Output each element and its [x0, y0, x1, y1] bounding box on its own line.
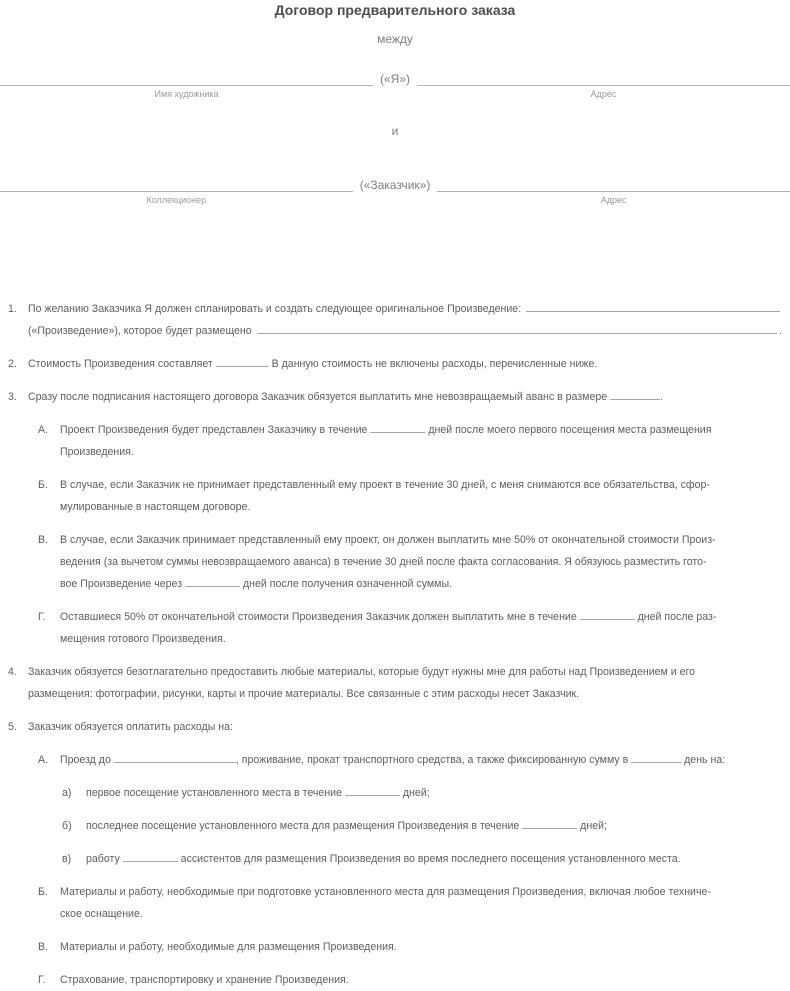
fill-in-blank — [345, 782, 400, 796]
clause-5a — [38, 749, 782, 771]
fill-in-blank — [123, 848, 178, 862]
signature-line — [0, 85, 373, 86]
between-label: между — [377, 32, 413, 46]
clause-5b — [38, 881, 782, 925]
fill-in-blank — [257, 320, 777, 334]
clause-5 — [8, 716, 782, 738]
clause-text: В случае, если Заказчик не принимает представленный ему проект в течение 30 дней, с меня снимаются все обязательства, сфор- — [60, 479, 710, 491]
clause-text: Оставшиеся 50% от окончательной стоимости Произведения Заказчик должен выплатить мне в течение — [60, 611, 580, 623]
clause-text: дней после получения означенной суммы. — [240, 578, 453, 590]
clause-5a-b-marker: б) — [62, 820, 72, 832]
clause-1 — [8, 298, 782, 342]
fill-in-blank — [185, 573, 240, 587]
clause-text: работу — [86, 853, 123, 865]
party1-label: («Я») — [380, 72, 411, 86]
clause-3v — [38, 529, 782, 595]
clause-3g-content — [60, 606, 782, 650]
clause-5g — [38, 969, 782, 991]
clause-2-marker: 2. — [8, 358, 17, 370]
party2-label: («Заказчик») — [359, 178, 431, 192]
clause-1-content — [28, 298, 782, 342]
clause-5a-b — [62, 815, 782, 837]
clause-list — [0, 298, 790, 991]
clause-5a-b-content — [86, 815, 782, 837]
clause-text: Заказчик обязуется оплатить расходы на: — [28, 721, 233, 733]
and-label: и — [391, 124, 399, 138]
clause-3-content — [28, 386, 782, 408]
clause-text: По желанию Заказчика Я должен спланировать и создать следующее оригинальное Произведение: — [28, 303, 525, 315]
artist-name-field — [0, 85, 373, 100]
clause-text: В случае, если Заказчик принимает представленный ему проект, он должен выплатить мне 50% от окончательной стоимости Произ- — [60, 534, 716, 546]
clause-4-content — [28, 661, 782, 705]
clause-5a-v-content — [86, 848, 782, 870]
clause-text: дней; — [577, 820, 607, 832]
clause-3g — [38, 606, 782, 650]
clause-4 — [8, 661, 782, 705]
clause-5a-content — [60, 749, 782, 771]
clause-5b-content — [60, 881, 782, 925]
clause-5v-content — [60, 936, 782, 958]
clause-5a-marker: А. — [38, 754, 49, 766]
clause-3-marker: 3. — [8, 391, 17, 403]
clause-text: размещения: фотографии, рисунки, карты и прочие материалы. Все связанные с этим расходы несет Заказчик. — [28, 688, 580, 700]
fill-in-blank — [631, 749, 681, 763]
collector-name-field — [0, 191, 353, 206]
clause-text: дней; — [399, 787, 430, 799]
artist-address-caption: Адрес — [590, 89, 617, 99]
clause-text: Проект Произведения будет представлен Заказчику в течение — [60, 424, 371, 436]
clause-text: мещения готового Произведения. — [60, 633, 226, 645]
clause-4-marker: 4. — [8, 666, 17, 678]
clause-5-content — [28, 716, 782, 738]
signature-line — [417, 85, 790, 86]
collector-address-field — [437, 191, 790, 206]
clause-5a-a-content — [86, 782, 782, 804]
collector-signature-row — [0, 178, 790, 206]
clause-text: последнее посещение установленного места для размещения Произведения в течение — [86, 820, 523, 832]
clause-text: первое посещение установленного места в течение — [86, 787, 345, 799]
clause-3a — [38, 419, 782, 463]
clause-text: день на: — [681, 754, 726, 766]
clause-5a-v-marker: в) — [62, 853, 72, 865]
clause-text: . — [779, 325, 782, 337]
clause-text: Проезд до — [60, 754, 114, 766]
artist-address-field — [417, 85, 790, 100]
fill-in-blank — [522, 815, 577, 829]
collector-name-caption: Коллекционер — [146, 195, 207, 205]
clause-text: Сразу после подписания настоящего договора Заказчик обязуется выплатить мне невозвращаемый аванс в размере — [28, 391, 611, 403]
fill-in-blank — [114, 749, 236, 763]
clause-text: мулированные в настоящем договоре. — [60, 501, 251, 513]
clause-5g-content — [60, 969, 782, 991]
clause-text: Материалы и работу, необходимые для размещения Произведения. — [60, 941, 397, 953]
clause-5g-marker: Г. — [38, 974, 46, 986]
fill-in-blank — [216, 353, 266, 367]
clause-text: . — [660, 391, 664, 403]
clause-2 — [8, 353, 782, 375]
clause-text: ское оснащение. — [60, 908, 143, 920]
fill-in-blank — [580, 606, 635, 620]
document-title: Договор предварительного заказа — [274, 2, 516, 18]
clause-text: дней после моего первого посещения места размещения — [425, 424, 712, 436]
fill-in-blank — [610, 386, 660, 400]
clause-3v-marker: В. — [38, 534, 49, 546]
clause-5-marker: 5. — [8, 721, 17, 733]
clause-3v-content — [60, 529, 782, 595]
clause-3b-marker: Б. — [38, 479, 48, 491]
clause-text: вое Произведение через — [60, 578, 186, 590]
clause-text: («Произведение»), которое будет размещено — [28, 325, 255, 337]
clause-5v-marker: В. — [38, 941, 49, 953]
signature-line — [437, 191, 790, 192]
artist-name-caption: Имя художника — [154, 89, 219, 99]
clause-text: ведения (за вычетом суммы невозвращаемого аванса) в течение 30 дней после факта согласования. Я обязуюсь разместить гото- — [60, 556, 707, 568]
clause-text: дней после раз- — [634, 611, 717, 623]
clause-2-content — [28, 353, 782, 375]
clause-text: ассистентов для размещения Произведения во время последнего посещения установленного места. — [177, 853, 681, 865]
clause-text: Произведения. — [60, 446, 134, 458]
clause-text: . В данную стоимость не включены расходы, перечисленные ниже. — [265, 358, 598, 370]
clause-5v — [38, 936, 782, 958]
clause-5a-a — [62, 782, 782, 804]
clause-3a-content — [60, 419, 782, 463]
clause-text: Заказчик обязуется безотлагательно предоставить любые материалы, которые будут нужны мне для работы над Произведением и его — [28, 666, 696, 678]
signature-line — [0, 191, 353, 192]
clause-text: Страхование, транспортировку и хранение Произведения. — [60, 974, 349, 986]
clause-3g-marker: Г. — [38, 611, 46, 623]
clause-3b — [38, 474, 782, 518]
clause-5b-marker: Б. — [38, 886, 48, 898]
clause-1-marker: 1. — [8, 303, 17, 315]
clause-5a-a-marker: а) — [62, 787, 72, 799]
fill-in-blank — [526, 298, 780, 312]
clause-text: , проживание, прокат транспортного средства, а также фиксированную сумму в — [235, 754, 632, 766]
collector-address-caption: Адрес — [600, 195, 627, 205]
clause-3b-content — [60, 474, 782, 518]
clause-3a-marker: А. — [38, 424, 49, 436]
clause-text: Стоимость Произведения составляет — [28, 358, 216, 370]
clause-5a-v — [62, 848, 782, 870]
artist-signature-row — [0, 72, 790, 100]
clause-3 — [8, 386, 782, 408]
fill-in-blank — [370, 419, 425, 433]
clause-text: Материалы и работу, необходимые при подготовке установленного места для размещения Произведения, включая любое техниче- — [60, 886, 711, 898]
